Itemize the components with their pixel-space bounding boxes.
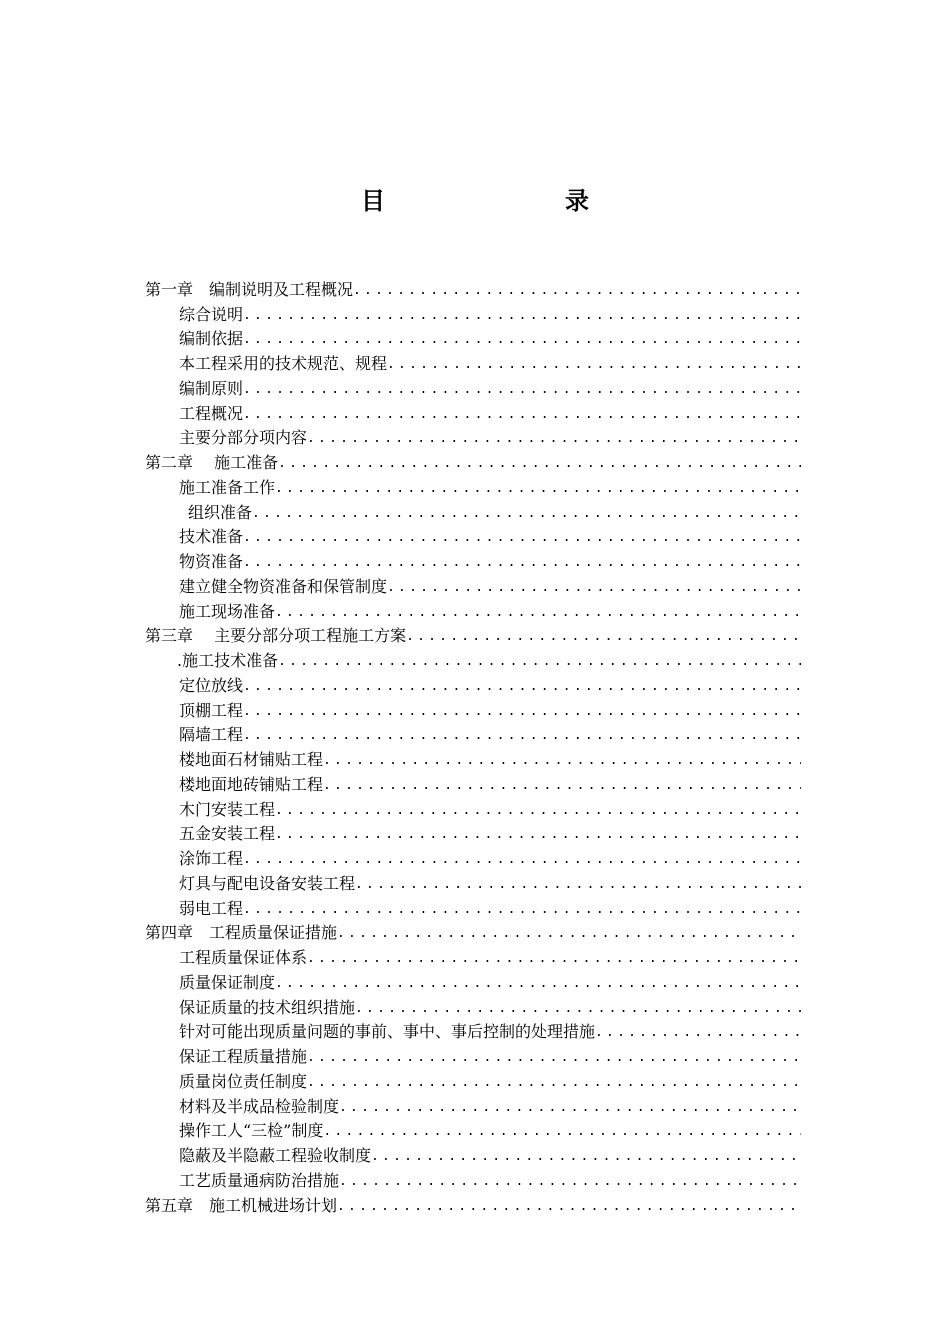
toc-dot-leader xyxy=(371,1149,801,1166)
toc-entry-label: 涂饰工程 xyxy=(179,849,244,868)
toc-entry-label: 操作工人“三检”制度 xyxy=(179,1121,324,1141)
toc-section-entry[interactable] xyxy=(145,745,801,770)
toc-dot-leader xyxy=(275,827,801,844)
toc-section-entry[interactable] xyxy=(145,894,801,919)
toc-dot-leader xyxy=(252,506,801,523)
toc-dot-leader xyxy=(243,902,801,919)
toc-chapter-entry[interactable] xyxy=(145,275,801,300)
toc-dot-leader xyxy=(307,1050,801,1067)
toc-entry-label: 工程质量保证体系 xyxy=(179,948,308,967)
toc-entry-label: 第二章 施工准备 xyxy=(145,453,279,472)
toc-entry-label: 隔墙工程 xyxy=(179,725,244,745)
toc-section-entry[interactable] xyxy=(145,968,801,993)
toc-entry-label: 保证工程质量措施 xyxy=(179,1047,308,1066)
toc-section-entry[interactable] xyxy=(145,597,801,622)
toc-section-entry[interactable] xyxy=(145,399,801,424)
toc-section-entry[interactable] xyxy=(145,1042,801,1067)
toc-dot-leader xyxy=(595,1025,801,1042)
toc-dot-leader xyxy=(355,877,801,894)
toc-entry-label: 第三章 主要分部分项工程施工方案 xyxy=(145,626,407,646)
toc-entry-label: 针对可能出现质量问题的事前、事中、事后控制的处理措施 xyxy=(179,1022,596,1042)
toc-dot-leader xyxy=(278,654,801,671)
toc-entry-label: 施工现场准备 xyxy=(179,601,276,621)
toc-dot-leader xyxy=(337,926,801,943)
toc-section-entry[interactable] xyxy=(145,993,801,1018)
toc-entry-label: 第四章 工程质量保证措施 xyxy=(145,923,338,943)
toc-dot-leader xyxy=(243,852,801,869)
toc-dot-leader xyxy=(275,803,801,820)
toc-section-entry[interactable] xyxy=(145,572,801,597)
toc-dot-leader xyxy=(353,283,801,300)
toc-entry-label: 编制原则 xyxy=(179,378,244,398)
toc-section-entry[interactable] xyxy=(145,349,801,374)
toc-chapter-entry[interactable] xyxy=(145,919,801,944)
toc-entry-label: 五金安装工程 xyxy=(179,824,276,844)
toc-entry-label: 工艺质量通病防治措施 xyxy=(179,1170,340,1190)
toc-section-entry[interactable] xyxy=(145,1166,801,1191)
toc-entry-label: 木门安装工程 xyxy=(179,799,276,819)
toc-dot-leader xyxy=(323,778,801,795)
toc-dot-leader xyxy=(406,629,801,646)
toc-entry-label: 技术准备 xyxy=(179,527,244,547)
toc-section-entry[interactable] xyxy=(145,696,801,721)
toc-dot-leader xyxy=(339,1100,801,1117)
toc-entry-label: 定位放线 xyxy=(179,675,244,695)
toc-section-entry[interactable] xyxy=(145,300,801,325)
toc-section-entry[interactable] xyxy=(145,325,801,350)
toc-section-entry[interactable] xyxy=(145,1018,801,1043)
toc-section-entry[interactable] xyxy=(145,943,801,968)
toc-entry-label: 施工准备工作 xyxy=(179,477,276,497)
toc-dot-leader xyxy=(243,382,801,399)
toc-dot-leader xyxy=(337,1199,801,1216)
toc-entry-label: 组织准备 xyxy=(188,502,253,522)
toc-section-entry[interactable] xyxy=(145,1141,801,1166)
toc-entry-label: .施工技术准备 xyxy=(177,651,279,670)
toc-section-entry[interactable] xyxy=(145,671,801,696)
toc-section-entry[interactable] xyxy=(145,869,801,894)
toc-dot-leader xyxy=(243,728,801,745)
toc-dot-leader xyxy=(275,976,801,993)
toc-section-entry[interactable] xyxy=(145,844,801,869)
toc-entry-label: 主要分部分项内容 xyxy=(179,428,308,448)
toc-dot-leader xyxy=(355,1001,801,1018)
toc-entry-label: 编制依据 xyxy=(179,329,244,349)
toc-section-entry[interactable] xyxy=(145,770,801,795)
toc-dot-leader xyxy=(243,530,801,547)
toc-section-entry[interactable] xyxy=(145,1092,801,1117)
toc-dot-leader xyxy=(278,456,801,473)
toc-entry-label: 保证质量的技术组织措施 xyxy=(179,997,356,1017)
toc-section-entry[interactable] xyxy=(145,473,801,498)
toc-section-entry[interactable] xyxy=(145,498,801,523)
toc-dot-leader xyxy=(275,481,801,498)
toc-dot-leader xyxy=(387,580,801,597)
toc-entry-label: 物资准备 xyxy=(179,552,244,571)
toc-chapter-entry[interactable] xyxy=(145,448,801,473)
page-title: 目 录 xyxy=(361,186,667,215)
toc-entry-label: 弱电工程 xyxy=(179,898,244,918)
toc-section-entry[interactable] xyxy=(145,795,801,820)
toc-section-entry[interactable] xyxy=(145,721,801,746)
toc-dot-leader xyxy=(307,431,801,448)
toc-dot-leader xyxy=(243,332,801,349)
toc-entry-label: 楼地面地砖铺贴工程 xyxy=(179,774,324,794)
toc-dot-leader xyxy=(323,753,801,770)
toc-section-entry[interactable] xyxy=(145,523,801,548)
toc-dot-leader xyxy=(243,407,801,424)
toc-entry-label: 本工程采用的技术规范、规程 xyxy=(179,354,388,373)
toc-entry-label: 质量岗位责任制度 xyxy=(179,1071,308,1091)
toc-dot-leader xyxy=(339,1174,801,1191)
toc-entry-label: 工程概况 xyxy=(179,403,244,423)
toc-dot-leader xyxy=(307,951,801,968)
toc-entry-label: 第五章 施工机械进场计划 xyxy=(145,1195,338,1215)
toc-entry-label: 灯具与配电设备安装工程 xyxy=(179,873,356,893)
toc-section-entry[interactable] xyxy=(145,374,801,399)
toc-section-entry[interactable] xyxy=(145,820,801,845)
toc-dot-leader xyxy=(243,679,801,696)
toc-section-entry[interactable] xyxy=(145,1067,801,1092)
toc-section-entry[interactable] xyxy=(145,646,801,671)
toc-chapter-entry[interactable] xyxy=(145,1191,801,1216)
table-of-contents xyxy=(145,275,801,1216)
toc-entry-label: 材料及半成品检验制度 xyxy=(179,1096,340,1116)
toc-dot-leader xyxy=(243,704,801,721)
toc-dot-leader xyxy=(243,555,801,572)
toc-entry-label: 综合说明 xyxy=(179,304,244,324)
toc-entry-label: 顶棚工程 xyxy=(179,700,244,720)
toc-dot-leader xyxy=(243,308,801,325)
toc-section-entry[interactable] xyxy=(145,424,801,449)
toc-entry-label: 建立健全物资准备和保管制度 xyxy=(179,576,388,596)
toc-dot-leader xyxy=(387,357,801,374)
toc-entry-label: 第一章 编制说明及工程概况 xyxy=(145,279,354,299)
toc-dot-leader xyxy=(307,1075,801,1092)
toc-dot-leader xyxy=(323,1124,801,1141)
toc-entry-label: 质量保证制度 xyxy=(179,972,276,992)
toc-chapter-entry[interactable] xyxy=(145,622,801,647)
toc-dot-leader xyxy=(275,605,801,622)
toc-section-entry[interactable] xyxy=(145,547,801,572)
toc-section-entry[interactable] xyxy=(145,1117,801,1142)
toc-entry-label: 楼地面石材铺贴工程 xyxy=(179,750,324,769)
toc-entry-label: 隐蔽及半隐蔽工程验收制度 xyxy=(179,1146,372,1165)
